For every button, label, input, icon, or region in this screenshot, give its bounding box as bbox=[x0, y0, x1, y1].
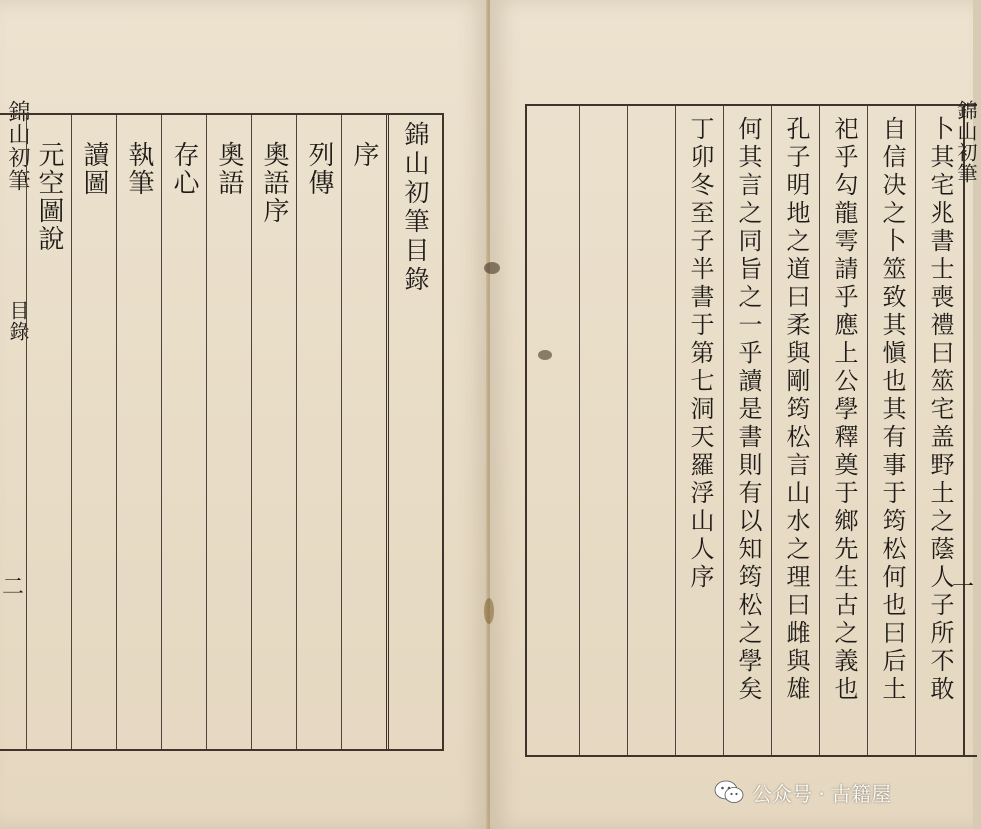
preface-column: 孔子明地之道曰柔與剛筠松言山水之理曰雌與雄 bbox=[771, 106, 820, 755]
watermark-text: 公众号 · 古籍屋 bbox=[752, 781, 892, 806]
toc-entry: 讀圖 bbox=[71, 115, 116, 749]
right-page-number: 一 bbox=[952, 575, 975, 600]
toc-entry: 執筆 bbox=[116, 115, 161, 749]
preface-column: 卜其宅兆書士喪禮曰筮宅盖野土之蔭人子所不敢 bbox=[915, 106, 964, 755]
toc-entry: 存心 bbox=[161, 115, 206, 749]
toc-entry: 元空圖說 bbox=[26, 115, 71, 749]
block-center-edge bbox=[963, 106, 979, 755]
preface-column: 自信决之卜筮致其愼也其有事于筠松何也曰后土 bbox=[867, 106, 916, 755]
toc-entry: 奧語 bbox=[206, 115, 251, 749]
ink-stain bbox=[484, 262, 500, 274]
preface-column: 祀乎勾龍雩請乎應上公學釋奠于鄉先生古之義也 bbox=[819, 106, 868, 755]
left-page bbox=[0, 0, 488, 829]
preface-column: 丁卯冬至子半書于第七洞天羅浮山人序 bbox=[675, 106, 724, 755]
blank-column bbox=[527, 106, 579, 755]
toc-entry: 列傳 bbox=[296, 115, 341, 749]
left-text-frame bbox=[0, 113, 444, 751]
toc-entry: 序 bbox=[341, 115, 386, 749]
toc-entry: 奧語序 bbox=[251, 115, 296, 749]
right-margin-title: 錦山初筆 bbox=[954, 100, 978, 184]
preface-column: 何其言之同旨之一乎讀是書則有以知筠松之學矣 bbox=[723, 106, 772, 755]
binding-mark bbox=[484, 598, 494, 624]
right-text-frame bbox=[525, 104, 977, 757]
left-margin-title: 錦山初筆 bbox=[5, 100, 30, 192]
blank-column bbox=[627, 106, 676, 755]
watermark bbox=[714, 776, 891, 808]
blank-column bbox=[579, 106, 628, 755]
left-margin-section: 目錄 bbox=[6, 300, 30, 342]
toc-heading: 錦山初筆目錄 bbox=[401, 121, 430, 295]
left-page-number: 二 bbox=[2, 575, 25, 600]
wechat-icon bbox=[714, 779, 744, 805]
toc-heading-column bbox=[386, 115, 441, 749]
